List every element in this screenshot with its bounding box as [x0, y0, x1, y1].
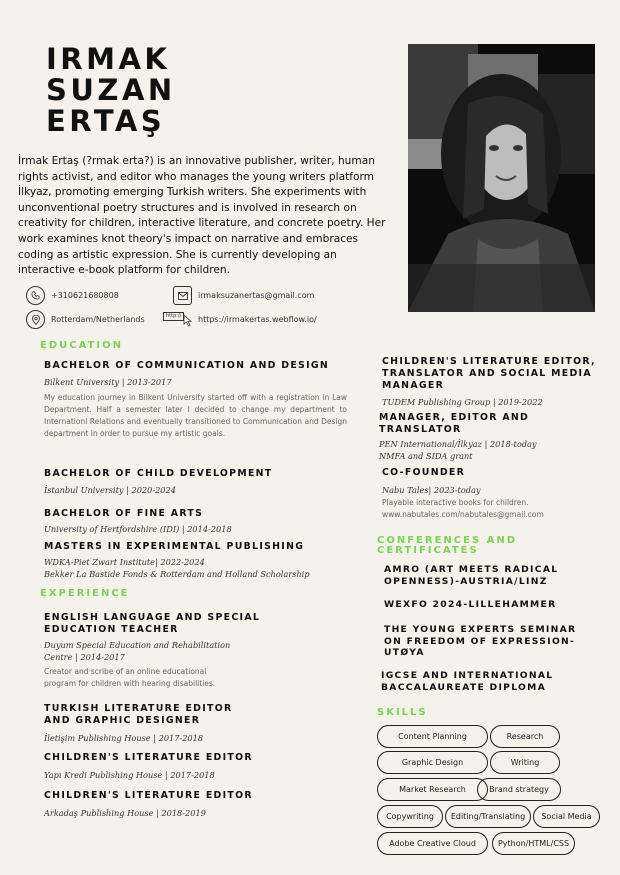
experience-item	[44, 790, 304, 819]
role-title: MANAGER	[382, 380, 445, 391]
school-line: WDKA-Piet Zwart Institute| 2022-2024	[44, 557, 205, 567]
skill-pill: Brand strategy	[477, 778, 561, 801]
experience-item	[44, 703, 284, 744]
school-line: University of Hertfordshire (IDI) | 2014-2018	[44, 524, 232, 534]
role-title: ENGLISH LANGUAGE AND SPECIAL	[44, 612, 261, 623]
profile-photo	[408, 44, 595, 312]
bio-paragraph: İrmak Ertaş (?rmak erta?) is an innovative publisher, writer, human rights activist, and editor who manages the young writers platform İlkyaz, promoting emerging Turkish writers. She experiments with unconventional poetry structures and is involved in research on creativity for children, interactive literature, and concrete poetry. Her work examines knot theory's impact on narrative and embraces coding as artistic expression. She is currently developing an interactive e-book platform for children.	[18, 155, 386, 277]
skill-pill: Market Research	[377, 778, 488, 801]
skill-pill: Adobe Creative Cloud	[377, 832, 488, 855]
mail-icon	[173, 286, 192, 305]
role-title: TURKISH LITERATURE EDITOR	[44, 703, 233, 714]
org-line: PEN International/İlkyaz | 2018-today	[379, 439, 537, 449]
org-line: Yapı Kredi Publishing House | 2017-2018	[44, 770, 215, 780]
skill-pill: Copywriting	[377, 805, 443, 828]
scholarship-line: Bekker La Bastide Fonds & Rotterdam and Holland Scholarship	[44, 569, 310, 579]
skill-pill: Content Planning	[377, 725, 488, 748]
degree-title: BACHELOR OF FINE ARTS	[44, 508, 204, 519]
role-title: CHILDREN'S LITERATURE EDITOR	[44, 752, 253, 763]
contact-website[interactable]	[163, 310, 317, 328]
web-icon-label: http://	[163, 312, 184, 321]
role-title: CHILDREN'S LITERATURE EDITOR	[44, 790, 253, 801]
education-description: My education journey in Bilkent University started off with a registration in Law Department. Half a semester later I decided to change my department to Internationl Relations and eventually transitioned to Communication and Design department in order to pursue my artistic goals.	[44, 393, 347, 438]
school-line: Bilkent University | 2013-2017	[44, 377, 172, 387]
skill-pill: Editing/Translating	[445, 805, 531, 828]
org-line: Duyum Special Education and Rehabilitation	[44, 640, 231, 650]
web-cursor-icon	[163, 310, 193, 328]
education-item	[44, 508, 347, 535]
certificate-line: THE YOUNG EXPERTS SEMINAR	[384, 624, 577, 635]
certificate-line: ON FREEDOM OF EXPRESSION-	[384, 635, 576, 647]
certificate-line: UTØYA	[384, 647, 425, 658]
degree-title: MASTERS IN EXPERIMENTAL PUBLISHING	[44, 541, 305, 552]
role-title: CO-FOUNDER	[382, 467, 466, 478]
certificate-line: BACCALAUREATE DIPLOMA	[381, 681, 547, 693]
skill-pill: Social Media	[533, 805, 600, 828]
skill-pill: Python/HTML/CSS	[492, 832, 575, 855]
experience-item	[382, 356, 607, 408]
name-line-3: ERTAŞ	[46, 104, 166, 138]
role-title: MANAGER, EDITOR AND	[379, 412, 530, 423]
org-line: Centre | 2014-2017	[44, 652, 125, 662]
role-title: TRANSLATOR	[379, 424, 462, 435]
experience-description: Playable interactive books for children.	[382, 498, 529, 507]
grant-line: NMFA and SIDA grant	[379, 451, 473, 461]
conferences-heading-line: CERTIFICATES	[377, 545, 479, 556]
contact-location	[26, 310, 145, 329]
certificate-line: OPENNESS)-AUSTRIA/LINZ	[384, 575, 548, 587]
skill-pill: Research	[490, 725, 560, 748]
location-text: Rotterdam/Netherlands	[51, 315, 145, 324]
experience-heading: EXPERIENCE	[40, 588, 130, 599]
conferences-heading-line: CONFERENCES AND	[377, 535, 518, 546]
location-pin-icon	[26, 310, 45, 329]
nabu-link: www.nabutales.com/nabutales@gmail.com	[382, 510, 544, 519]
phone-icon	[26, 286, 45, 305]
certificate-line: WEXFO 2024-LILLEHAMMER	[384, 599, 557, 610]
experience-description: Creator and scribe of an online educational	[44, 667, 207, 676]
phone-text: +310621680808	[51, 291, 119, 300]
certificate-line: AMRO (ART MEETS RADICAL	[384, 564, 559, 575]
skills-heading: SKILLS	[377, 707, 428, 718]
page-title	[46, 44, 176, 137]
education-item	[44, 541, 347, 580]
degree-title: BACHELOR OF COMMUNICATION AND DESIGN	[44, 360, 329, 371]
certificate-item	[384, 624, 614, 659]
skill-pill: Graphic Design	[377, 751, 488, 774]
role-title: TRANSLATOR AND SOCIAL MEDIA	[382, 368, 592, 379]
degree-title: BACHELOR OF CHILD DEVELOPMENT	[44, 468, 273, 479]
org-line: Nabu Tales| 2023-today	[382, 485, 481, 495]
role-title: CHILDREN'S LITERATURE EDITOR,	[382, 356, 596, 367]
name-line-2: SUZAN	[46, 73, 176, 107]
certificate-item	[384, 564, 614, 587]
role-title: AND GRAPHIC DESIGNER	[44, 715, 201, 726]
education-item	[44, 468, 347, 496]
skill-pill: Writing	[490, 751, 560, 774]
contact-phone[interactable]	[26, 286, 119, 305]
certificate-item	[384, 599, 614, 611]
experience-description: program for children with hearing disabilities.	[44, 679, 216, 688]
email-text: irmaksuzanertas@gmail.com	[198, 291, 315, 300]
conferences-heading	[377, 536, 517, 556]
contact-email[interactable]	[173, 286, 314, 305]
org-line: Arkadaş Publishing House | 2018-2019	[44, 808, 206, 818]
role-title: EDUCATION TEACHER	[44, 624, 179, 635]
org-line: İletişim Publishing House | 2017-2018	[44, 733, 204, 743]
school-line: İstanbul University | 2020-2024	[44, 485, 176, 495]
name-line-1: IRMAK	[46, 42, 171, 76]
org-line: TUDEM Publishing Group | 2019-2022	[382, 397, 543, 407]
experience-item	[44, 752, 304, 781]
experience-item	[44, 612, 284, 690]
experience-item	[379, 412, 604, 462]
certificate-line: IGCSE AND INTERNATIONAL	[381, 670, 554, 681]
website-link: https://irmakertas.webflow.io/	[198, 314, 317, 324]
certificate-item	[381, 670, 611, 693]
portrait-image	[408, 44, 595, 312]
education-heading: EDUCATION	[40, 340, 123, 351]
experience-item	[382, 467, 580, 521]
education-item	[44, 360, 347, 440]
